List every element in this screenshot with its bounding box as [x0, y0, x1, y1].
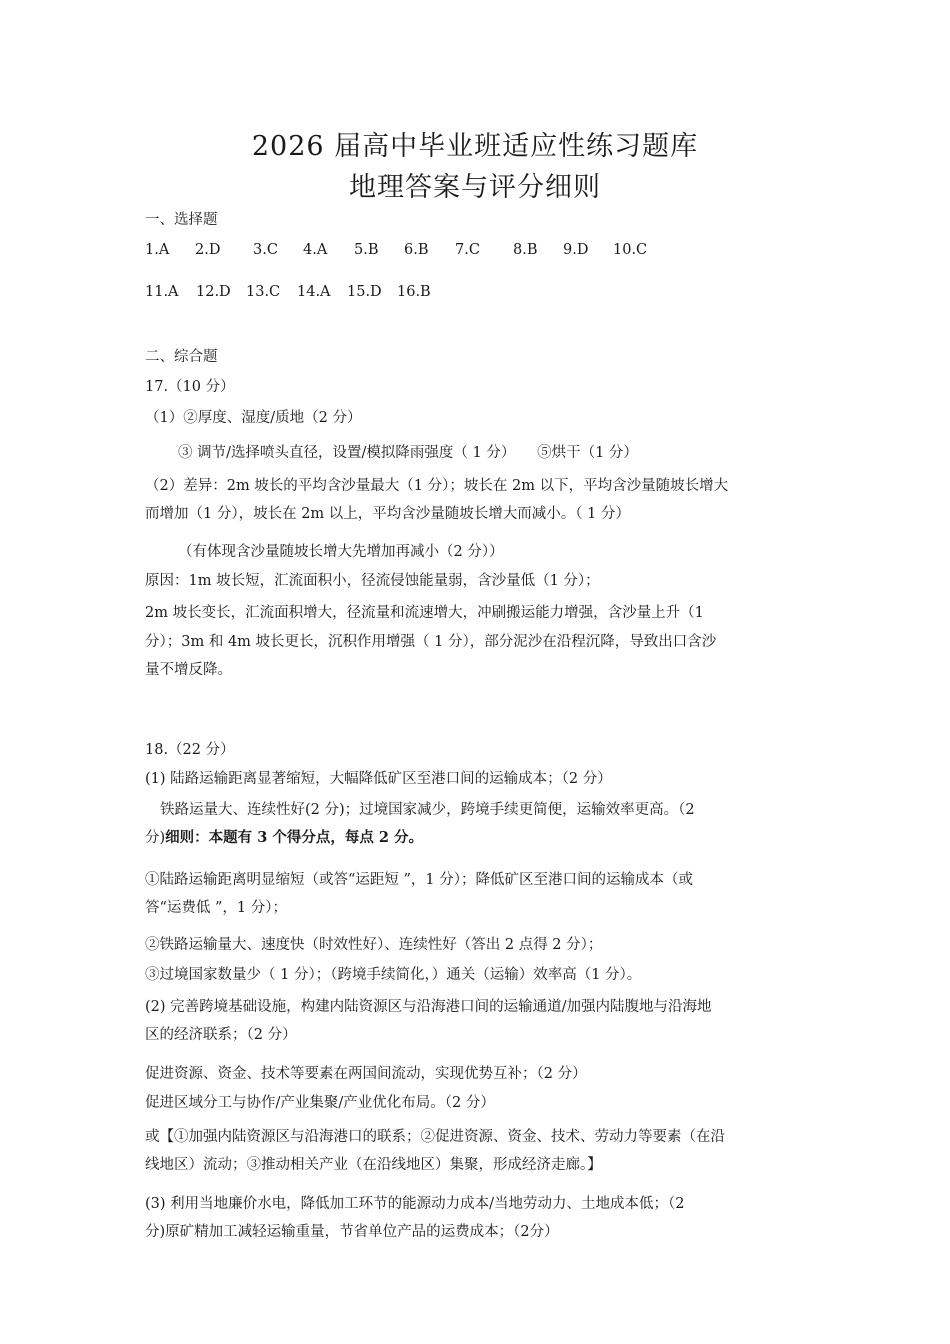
mc-answer: 2.D: [195, 242, 221, 258]
q18-line: ③过境国家数量少（ 1 分）；（跨境手续简化，）通关（运输）效率高（1 分）。: [145, 967, 642, 983]
section-heading-choice: 一、选择题: [145, 212, 218, 228]
document-subtitle: 地理答案与评分细则: [349, 172, 601, 203]
mc-answer: 3.C: [253, 242, 278, 258]
q17-line: （2）差异：2m 坡长的平均含沙量最大（1 分）；坡长在 2m 以下，平均含沙量随坡长增大: [145, 478, 729, 494]
mc-answer: 8.B: [513, 242, 538, 258]
q18-heading: 18.（22 分）: [145, 742, 235, 758]
q17-line: 2m 坡长变长，汇流面积增大，径流量和流速增大，冲刷搬运能力增强，含沙量上升（1: [145, 605, 704, 621]
mc-answer: 1.A: [145, 242, 170, 258]
q18-line: 分)原矿精加工减轻运输重量，节省单位产品的运费成本；（2分）: [145, 1224, 559, 1240]
mc-answer: 11.A: [145, 284, 179, 300]
q18-line: ①陆路运输距离明显缩短（或答“运距短 ”，1 分）；降低矿区至港口间的运输成本（或: [145, 872, 694, 888]
mc-answer: 6.B: [404, 242, 429, 258]
q17-line: 而增加（1 分），坡长在 2m 以上，平均含沙量随坡长增大而减小。（ 1 分）: [145, 506, 630, 522]
q18-line: [145, 828, 423, 848]
section-heading-composite: 二、综合题: [145, 349, 218, 365]
q17-line: （有体现含沙量随坡长增大先增加再减小（2 分））: [178, 544, 504, 560]
mc-answer: 4.A: [303, 242, 328, 258]
q18-line: 促进区域分工与协作/产业集聚/产业优化布局。（2 分）: [145, 1095, 495, 1111]
q17-line: ③ 调节/选择喷头直径，设置/模拟降雨强度（ 1 分） ⑤烘干（1 分）: [178, 445, 638, 461]
q18-line: 答“运费低 ”，1 分）；: [145, 900, 288, 916]
q17-line: 分）；3m 和 4m 坡长更长，沉积作用增强（ 1 分），部分泥沙在沿程沉降，导致出口含沙: [145, 634, 717, 650]
q18-line: 铁路运量大、连续性好(2 分)；过境国家减少，跨境手续更简便，运输效率更高。（2: [160, 802, 695, 818]
q17-line: （1）②厚度、湿度/质地（2 分）: [145, 410, 362, 426]
q17-line: 量不增反降。: [145, 662, 232, 678]
q18-line: 区的经济联系；（2 分）: [145, 1027, 297, 1043]
mc-answer: 9.D: [563, 242, 589, 258]
q18-line-start: 分): [145, 830, 166, 846]
mc-answer: 5.B: [354, 242, 379, 258]
q18-line: (2) 完善跨境基础设施，构建内陆资源区与沿海港口间的运输通道/加强内陆腹地与沿海地: [145, 999, 712, 1015]
q18-line: (3) 利用当地廉价水电，降低加工环节的能源动力成本/当地劳动力、土地成本低；（2: [145, 1196, 685, 1212]
mc-answer: 10.C: [613, 242, 648, 258]
document-title: 2026 届高中毕业班适应性练习题库: [251, 131, 699, 162]
mc-answer: 7.C: [455, 242, 480, 258]
q17-line: 原因：1m 坡长短，汇流面积小，径流侵蚀能量弱，含沙量低（1 分）；: [145, 573, 600, 589]
q18-line: ②铁路运输量大、速度快（时效性好）、连续性好（答出 2 点得 2 分）；: [145, 937, 603, 953]
mc-answer: 12.D: [196, 284, 231, 300]
q18-line: 线地区）流动；③推动相关产业（在沿线地区）集聚，形成经济走廊。】: [145, 1157, 602, 1173]
q17-heading: 17.（10 分）: [145, 379, 235, 395]
scoring-rule-note: 细则：本题有 3 个得分点，每点 2 分。: [165, 829, 424, 846]
mc-answer: 16.B: [397, 284, 431, 300]
q18-line: 促进资源、资金、技术等要素在两国间流动，实现优势互补；（2 分）: [145, 1066, 587, 1082]
mc-answer: 13.C: [246, 284, 281, 300]
q18-line: (1) 陆路运输距离显著缩短，大幅降低矿区至港口间的运输成本；（2 分）: [145, 771, 612, 787]
q18-line: 或【①加强内陆资源区与沿海港口的联系；②促进资源、资金、技术、劳动力等要素（在沿: [145, 1129, 725, 1145]
mc-answer: 15.D: [347, 284, 382, 300]
mc-answer: 14.A: [297, 284, 331, 300]
